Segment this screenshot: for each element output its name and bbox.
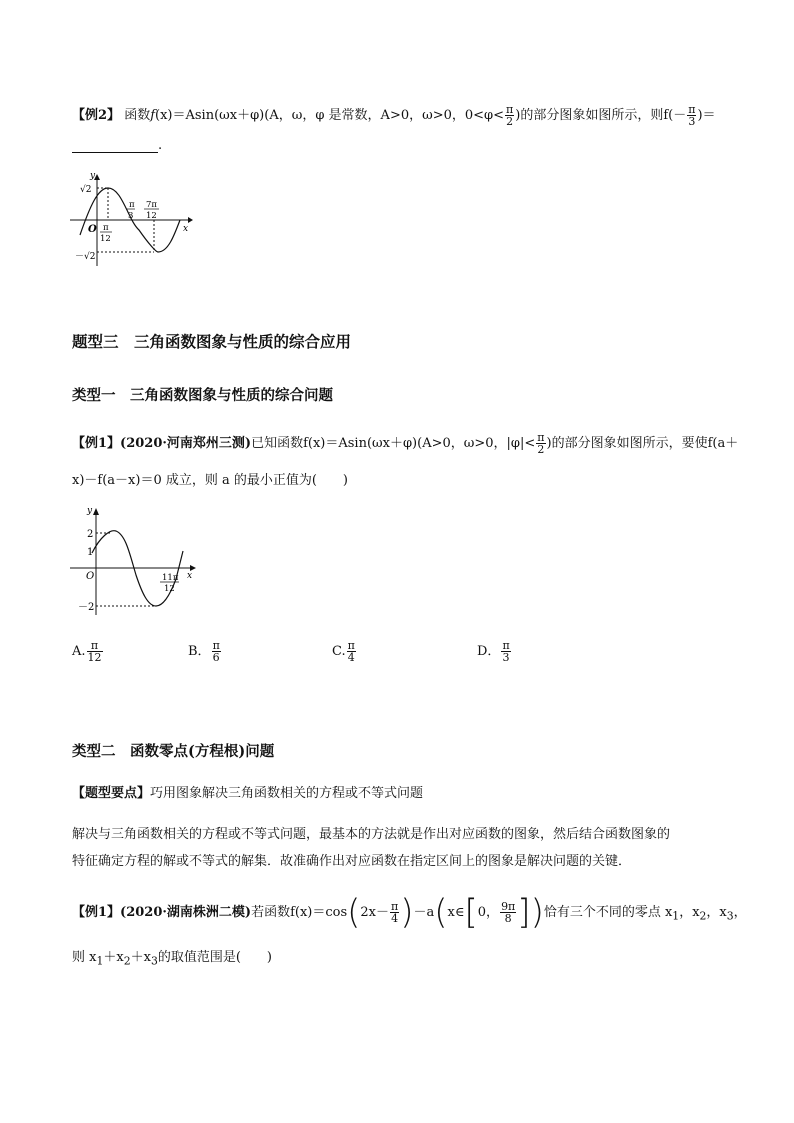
example2-label: 【例2】 [72,108,121,123]
y-tick-neg2: －2 [78,602,95,613]
choice-d-fraction: $\frac{\pi}{3}$ [502,639,510,664]
pi-12-numerator: π [103,223,109,233]
example1a-text-2: )的部分图象如图所示，要使f(a＋ [546,436,739,451]
right-paren: ) [400,892,414,933]
left-paren-outer: ( [434,892,448,933]
origin-label: O [86,571,95,582]
y-label: y [90,171,96,181]
type2-paragraph-line1: 解决与三角函数相关的方程或不等式问题，最基本的方法就是作出对应函数的图象，然后结合函数图象的 [72,827,671,842]
example1b-line2: 则 $x_1+x_2+x_3$的取值范围是( ) [72,950,272,968]
left-bracket: [ [464,892,478,933]
right-paren-outer: ) [530,892,544,933]
choice-b[interactable]: B． $\frac{\pi}{6}$ [188,639,220,664]
example2-fx: f [150,108,156,123]
y-tick-2: 2 [87,529,94,540]
neg-sqrt2-label: －√2 [75,252,96,262]
zero: 0， [477,905,500,920]
example1a-text-1: 已知函数f(x)＝Asin(ωx＋φ)(A>0，ω>0，|φ|< [251,436,536,451]
sqrt2-label: √2 [80,185,92,195]
x-axis-arrow [188,217,193,223]
example2-sine-graph [70,168,195,268]
type1-title: 类型一 三角函数图象与性质的综合问题 [72,387,333,404]
answer-blank [72,138,158,153]
example1b-text-2: 恰有三个不同的零点 x [543,905,673,920]
x-label: x [187,571,193,581]
type2-title: 类型二 函数零点(方程根)问题 [72,743,275,760]
choice-a-fraction: $\frac{\pi}{12}$ [87,639,102,664]
fraction-pi-over-2: $\frac{\pi}{2}$ [537,431,545,456]
11pi-12-denominator: 12 [164,584,175,594]
section-title: 题型三 三角函数图象与性质的综合应用 [72,332,352,351]
example2-text-5: )＝ [697,108,716,123]
fraction-pi-over-3: $\frac{\pi}{3}$ [688,103,696,128]
type2-paragraph-line2: 特征确定方程的解或不等式的解集．故准确作出对应函数在指定区间上的图象是解决问题的关键． [72,854,632,869]
example2-text-4: f(－ [663,108,687,123]
example1b-inner-1: 2x－ [360,905,390,920]
7pi-12-denominator: 12 [146,211,157,221]
pi-12-denominator: 12 [100,234,111,244]
x-in: x∈ [447,905,465,920]
11pi-12-numerator: 11π [162,573,179,583]
fraction-pi-over-4: $\frac{\pi}{4}$ [391,900,399,925]
x-label: x [183,224,189,234]
fraction-9pi-over-8: $\frac{9\pi}{8}$ [501,900,516,925]
y-label: y [87,506,93,516]
key-points [72,782,423,801]
pi-3-denominator: 3 [128,211,134,221]
example2-statement [72,104,716,127]
choice-b-fraction: $\frac{\pi}{6}$ [212,639,220,664]
choice-c-fraction: $\frac{\pi}{4}$ [347,639,355,664]
key-points-text: 巧用图象解决三角函数相关的方程或不等式问题 [150,786,424,801]
pi-3-numerator: π [129,200,135,210]
example1a-statement [72,432,738,455]
choice-d[interactable]: D． $\frac{\pi}{3}$ [477,639,510,664]
y-tick-1: 1 [87,547,94,558]
example2-text-3: )的部分图象如图所示，则 [515,108,664,123]
example1b-label: 【例1】(2020·湖南株洲二模) [72,905,252,920]
origin-label: O [88,224,97,235]
key-points-label: 【题型要点】 [72,786,151,801]
minus-a: －a [413,905,435,920]
example1b-text-1: 若函数f(x)＝cos [251,905,348,920]
y-axis-arrow [93,508,99,515]
example1a-line2: x)－f(a－x)＝0 成立，则 a 的最小正值为( ) [72,473,349,488]
7pi-12-numerator: 7π [146,200,157,210]
example1b-statement: 【例1】(2020·湖南株洲二模)若函数f(x)＝cos(2x－ $\frac{\pi}{4}$ )－a(x∈[0， $\frac{9\pi}{8}$ ])恰有三个不同的零点 $x_1$，$x_2$，$x_3$， [72,892,747,933]
example2-answer-line [72,138,162,153]
right-bracket: ] [517,892,531,933]
example1a-label: 【例1】(2020·河南郑州三测) [72,436,252,451]
period: . [158,138,163,153]
choice-a[interactable]: A. $\frac{\pi}{12}$ [72,639,102,664]
left-paren: ( [347,892,361,933]
example2-text-1: 函数 [124,108,151,123]
example1a-sine-graph [70,505,200,617]
fraction-pi-over-2: $\frac{\pi}{2}$ [506,103,514,128]
example2-text-2: (x)＝Asin(ωx＋φ)(A，ω，φ 是常数，A>0，ω>0，0<φ< [155,108,505,123]
choice-c[interactable]: C. $\frac{\pi}{4}$ [332,639,355,664]
